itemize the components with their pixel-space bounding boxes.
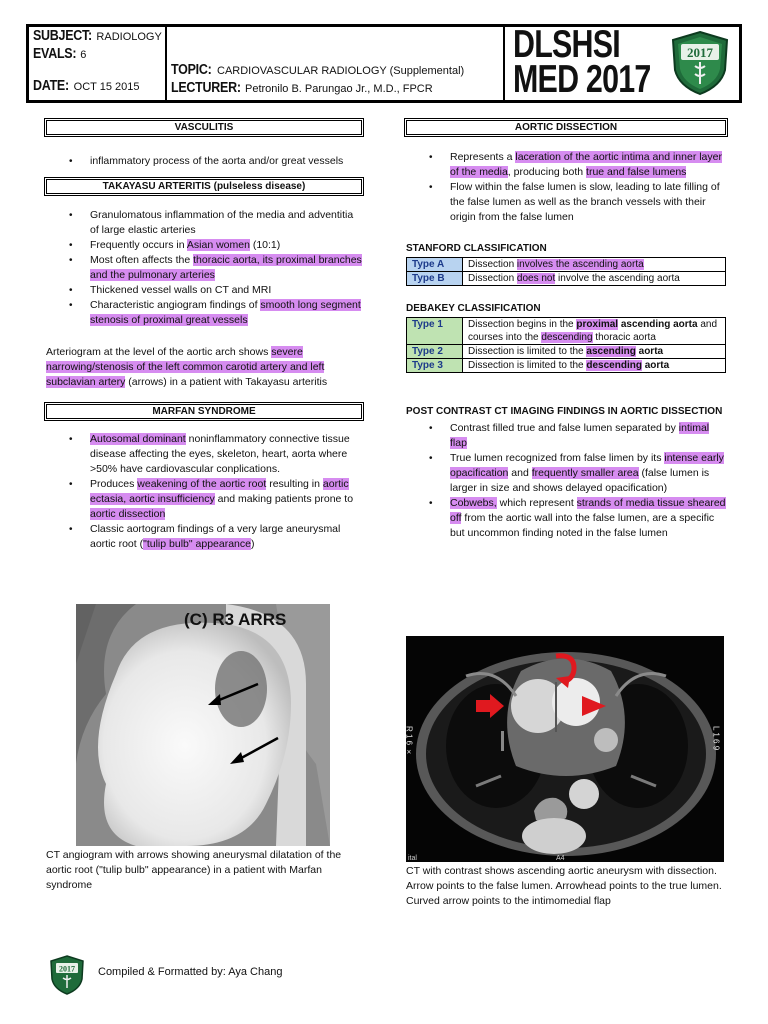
stanford-table — [406, 257, 726, 286]
subject-value: RADIOLOGY — [96, 31, 162, 43]
ct-text: which represent — [496, 497, 577, 509]
ct-text: Contrast filled true and false lumen separated by — [450, 422, 679, 434]
highlight-text: proximal — [576, 319, 619, 330]
highlight-text: does not — [516, 273, 556, 284]
highlight-text: smooth long segment stenosis of proximal great vessels — [90, 299, 361, 326]
marfan-text: Classic aortogram findings of a very large aneurysmal aortic root ( — [90, 523, 341, 550]
takayasu-text: Frequently occurs in — [90, 239, 187, 251]
highlight-text: severe narrowing/stenosis of the left common carotid artery and left subclavian artery — [46, 346, 325, 388]
cell-text: Dissection — [468, 259, 517, 270]
list-item — [46, 522, 362, 552]
highlight-text: intense early opacification — [450, 452, 724, 479]
highlight-text: strands of media tissue sheared off — [450, 497, 726, 524]
topic-key: TOPIC: — [171, 62, 212, 78]
cell-text: Dissection — [468, 273, 517, 284]
takayasu-text: Most often affects the — [90, 254, 194, 266]
dissection-text: , producing both — [507, 166, 587, 178]
marfan-angiogram-image — [76, 604, 330, 846]
evals-value: 6 — [80, 49, 87, 61]
marfan-heading: MARFAN SYNDROME — [46, 404, 362, 419]
highlight-text: thoracic aorta, its proximal branches and the pulmonary arteries — [90, 254, 362, 281]
list-item — [406, 180, 726, 225]
ct-findings-heading: POST CONTRAST CT IMAGING FINDINGS IN AORTIC DISSECTION — [406, 406, 723, 417]
footer-logo-year: 2017 — [59, 964, 75, 974]
arteriogram-paragraph — [46, 345, 362, 390]
highlight-text: Cobwebs, — [450, 497, 497, 509]
footer-credit: Compiled & Formatted by: Aya Chang — [98, 966, 283, 978]
table-row — [407, 258, 726, 272]
topic-value: CARDIOVASCULAR RADIOLOGY (Supplemental) — [217, 65, 465, 77]
aortic-dissection-heading: AORTIC DISSECTION — [406, 120, 726, 135]
marfan-text: Produces — [90, 478, 138, 490]
cell-text: Dissection begins in the — [468, 319, 577, 330]
vasculitis-list — [46, 154, 362, 169]
class-logo-icon — [667, 30, 733, 96]
footer — [48, 955, 283, 995]
logo-year: 2017 — [687, 45, 713, 60]
list-item — [46, 238, 362, 253]
header-topic — [167, 27, 505, 100]
lecturer-key: LECTURER: — [171, 80, 241, 96]
cell-text: aorta — [641, 360, 670, 371]
image-watermark: (C) R3 ARRS — [184, 610, 287, 629]
document-header — [26, 24, 742, 103]
lecturer-value: Petronilo B. Parungao Jr., M.D., FPCR — [245, 83, 433, 95]
list-item — [46, 298, 362, 328]
lecturer-row — [171, 81, 433, 97]
highlight-text: frequently smaller area — [531, 467, 639, 479]
marfan-list — [46, 432, 362, 552]
footer-logo-icon — [48, 955, 86, 995]
list-item — [46, 283, 362, 298]
list-item — [46, 432, 362, 477]
table-row — [407, 345, 726, 359]
evals-row — [33, 47, 86, 63]
debakey-desc-cell — [463, 359, 726, 373]
table-row — [407, 359, 726, 373]
cell-text: involve the ascending aorta — [555, 273, 680, 284]
list-item — [406, 150, 726, 180]
ct-findings-list — [406, 421, 726, 541]
table-row — [407, 272, 726, 286]
list-item — [46, 208, 362, 238]
dissection-text: Flow within the false lumen is slow, leading to late filling of the false lumen as well as the branch vessels with their origin from the false lumen — [450, 181, 720, 223]
takayasu-list — [46, 208, 362, 328]
ct-caption: CT with contrast shows ascending aortic aneurysm with dissection. Arrow points to the false lumen. Arrowhead points to the true lumen. Curved arrow points to the intimomedial flap — [406, 865, 722, 907]
takayasu-text: (10:1) — [249, 239, 281, 251]
cell-text: ascending aorta — [618, 319, 698, 330]
vasculitis-heading: VASCULITIS — [46, 120, 362, 135]
highlight-text: "tulip bulb" appearance — [143, 538, 251, 550]
cell-text: aorta — [635, 346, 664, 357]
paragraph-text: (arrows) in a patient with Takayasu arteritis — [125, 376, 328, 388]
evals-key: EVALS: — [33, 46, 77, 62]
paragraph-text: Arteriogram at the level of the aortic arch shows — [46, 346, 272, 358]
marfan-text: ) — [250, 538, 255, 550]
brand-line-2: MED 2017 — [513, 58, 651, 101]
list-item — [406, 421, 726, 451]
takayasu-text: Thickened vessel walls on CT and MRI — [90, 284, 272, 296]
header-meta — [29, 27, 167, 100]
cell-text: thoracic aorta — [592, 332, 656, 343]
highlight-text: true and false lumens — [586, 166, 687, 178]
subject-row — [33, 29, 162, 45]
highlight-text: ascending — [586, 346, 636, 357]
subject-key: SUBJECT: — [33, 28, 92, 44]
ct-label-left: L 1 6 9 — [711, 726, 721, 751]
debakey-table — [406, 317, 726, 373]
list-item — [406, 451, 726, 496]
cell-text: Dissection is limited to the — [468, 360, 587, 371]
aortic-dissection-list — [406, 150, 726, 225]
highlight-text: Asian women — [186, 239, 250, 251]
debakey-type-cell: Type 2 — [407, 345, 463, 359]
highlight-text: laceration of the aortic intima and inner layer of the media — [450, 151, 722, 178]
debakey-desc-cell — [463, 318, 726, 345]
highlight-text: weakening of the aortic root — [137, 478, 267, 490]
ct-text: from the aortic wall into the false lumen, are a specific but uncommon finding noted in the false lumen — [450, 512, 715, 539]
topic-row — [171, 63, 464, 79]
ct-label-a4: A4 — [556, 855, 565, 862]
date-row — [33, 79, 140, 95]
debakey-type-cell: Type 3 — [407, 359, 463, 373]
list-item — [46, 253, 362, 283]
stanford-desc-cell — [463, 258, 726, 272]
takayasu-heading: TAKAYASU ARTERITIS (pulseless disease) — [46, 179, 362, 194]
table-row — [407, 318, 726, 345]
header-brand — [505, 23, 739, 101]
stanford-type-cell: Type B — [407, 272, 463, 286]
stanford-heading: STANFORD CLASSIFICATION — [406, 243, 547, 254]
takayasu-text: Characteristic angiogram findings of — [90, 299, 261, 311]
list-item — [46, 154, 362, 169]
dissection-text: Represents a — [450, 151, 516, 163]
cell-text: Dissection is limited to the — [468, 346, 587, 357]
vasculitis-text: inflammatory process of the aorta and/or great vessels — [90, 155, 344, 167]
brand-line-1: DLSHSI — [513, 23, 620, 66]
right-column — [406, 120, 726, 541]
date-value: OCT 15 2015 — [73, 81, 140, 93]
takayasu-text: Granulomatous inflammation of the media and adventitia of large elastic arteries — [90, 209, 354, 236]
marfan-text: resulting in — [266, 478, 323, 490]
list-item — [406, 496, 726, 541]
highlight-text: aortic dissection — [90, 508, 166, 520]
marfan-text: and making patients prone to — [214, 493, 354, 505]
ct-text: True lumen recognized from false limen by its — [450, 452, 665, 464]
highlight-text: Autosomal dominant — [90, 433, 186, 445]
highlight-text: intimal flap — [450, 422, 710, 449]
marfan-text: noninflammatory connective tissue disease affecting the eyes, skeleton, heart, aorta where >50% have cardiovascular conplications. — [90, 433, 350, 475]
cell-text: and courses into the — [468, 319, 718, 343]
ct-text: (false lumen is larger in size and shows delayed opacification) — [450, 467, 710, 494]
date-key: DATE: — [33, 78, 69, 94]
debakey-type-cell: Type 1 — [407, 318, 463, 345]
left-column — [46, 120, 362, 552]
stanford-type-cell: Type A — [407, 258, 463, 272]
debakey-desc-cell — [463, 345, 726, 359]
highlight-text: aortic ectasia, aortic insufficiency — [90, 478, 349, 505]
ct-dissection-image — [406, 636, 724, 862]
highlight-text: involves the ascending aorta — [516, 259, 644, 270]
stanford-desc-cell — [463, 272, 726, 286]
debakey-heading: DEBAKEY CLASSIFICATION — [406, 303, 541, 314]
highlight-text: descending — [586, 360, 642, 371]
marfan-caption: CT angiogram with arrows showing aneurysmal dilatation of the aortic root ("tulip bulb" appearance) in a patient with Marfan syndrome — [46, 849, 342, 891]
ct-text: and — [508, 467, 532, 479]
highlight-text: descending — [541, 332, 593, 343]
list-item — [46, 477, 362, 522]
ct-label-ital: ital — [408, 855, 417, 862]
ct-label-right: R 1 6 × — [404, 726, 414, 757]
